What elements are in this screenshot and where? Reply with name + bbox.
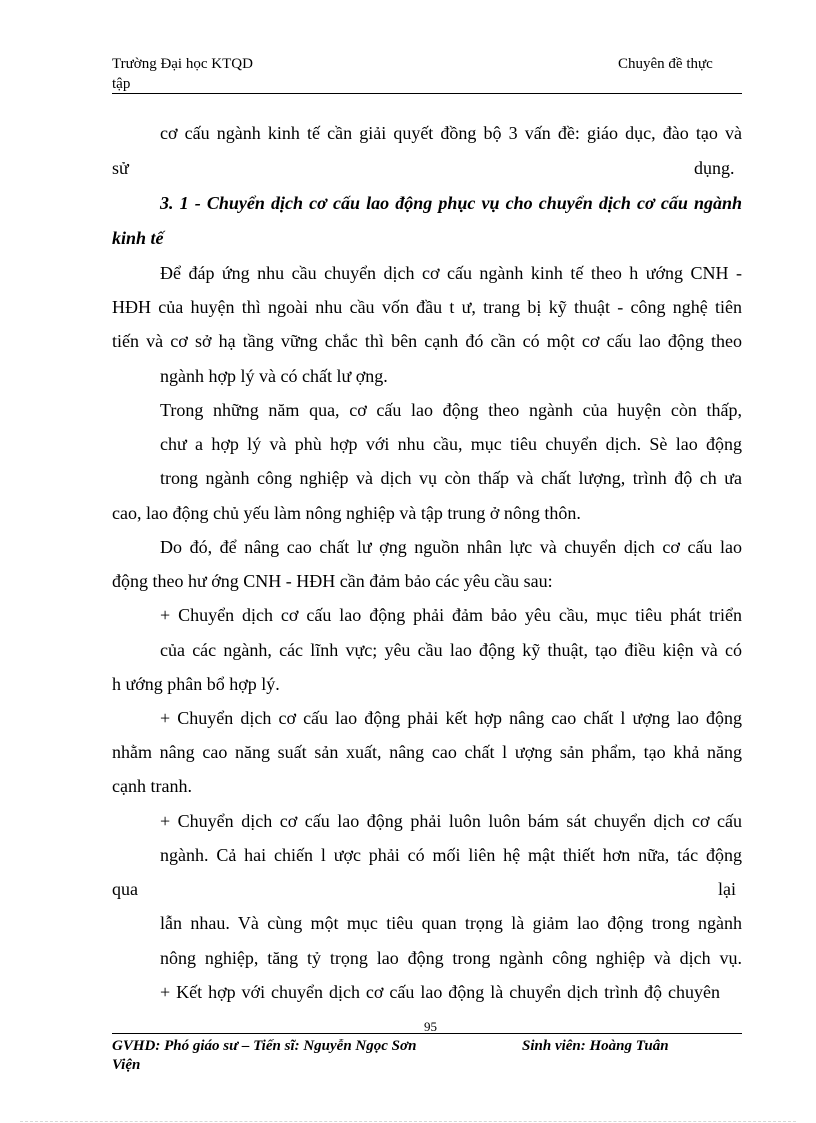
text-line: h ướng phân bổ hợp lý. <box>112 674 280 694</box>
text-line: Trong những năm qua, cơ cấu lao động theo ngành của huyện còn thấp, <box>160 400 742 420</box>
text-line: sử <box>112 158 129 178</box>
text-line: chư a hợp lý và phù hợp với nhu cầu, mục tiêu chuyển dịch. Sè lao động <box>160 434 742 454</box>
text-line: cao, lao động chủ yếu làm nông nghiệp và tập trung ở nông thôn. <box>112 503 581 523</box>
text-line: + Chuyển dịch cơ cấu lao động phải kết hợp nâng cao chất l ượng lao động <box>160 708 742 728</box>
header-rule <box>112 93 742 94</box>
header-school: Trường Đại học KTQD <box>112 56 253 72</box>
page-edge-divider <box>20 1121 796 1122</box>
text-line: + Kết hợp với chuyển dịch cơ cấu lao động là chuyển dịch trình độ chuyên <box>160 982 720 1002</box>
text-line: Để đáp ứng nhu cầu chuyển dịch cơ cấu ngành kinh tế theo h ướng CNH - <box>160 263 742 283</box>
text-line: cơ cấu ngành kinh tế cần giải quyết đồng bộ 3 vấn đề: giáo dục, đào tạo và <box>160 123 742 143</box>
text-line: động theo hư ớng CNH - HĐH cần đảm bảo các yêu cầu sau: <box>112 571 553 591</box>
text-line: cạnh tranh. <box>112 776 192 796</box>
header-school-wrap: tập <box>112 76 131 92</box>
text-line: HĐH của huyện thì ngoài nhu cầu vốn đầu t ư, trang bị kỹ thuật - công nghệ tiên <box>112 297 742 317</box>
section-heading: 3. 1 - Chuyển dịch cơ cấu lao động phục vụ cho chuyển dịch cơ cấu ngành <box>160 193 742 213</box>
text-line: trong ngành công nghiệp và dịch vụ còn thấp và chất lượng, trình độ ch ưa <box>160 468 742 488</box>
footer-advisor: GVHD: Phó giáo sư – Tiến sĩ: Nguyễn Ngọc Sơn <box>112 1038 417 1054</box>
text-line: ngành hợp lý và có chất lư ợng. <box>160 366 388 386</box>
text-line: ngành. Cả hai chiến l ược phải có mối liên hệ mật thiết hơn nữa, tác động <box>160 845 742 865</box>
text-line: của các ngành, các lĩnh vực; yêu cầu lao động kỹ thuật, tạo điều kiện và có <box>160 640 742 660</box>
text-line: + Chuyển dịch cơ cấu lao động phải đảm bảo yêu cầu, mục tiêu phát triển <box>160 605 742 625</box>
footer-student: Sinh viên: Hoàng Tuân <box>522 1038 669 1054</box>
text-line: tiến và cơ sở hạ tầng vững chắc thì bên cạnh đó cần có một cơ cấu lao động theo <box>112 331 742 351</box>
footer-rule <box>112 1033 742 1034</box>
text-line: qua <box>112 879 138 899</box>
text-line: lại <box>718 879 736 899</box>
footer-advisor-wrap: Viện <box>112 1057 141 1073</box>
text-line: dụng. <box>694 158 735 178</box>
header-title: Chuyên đề thực <box>618 56 713 72</box>
section-heading-wrap: kinh tế <box>112 228 164 248</box>
text-line: lẫn nhau. Và cùng một mục tiêu quan trọng là giảm lao động trong ngành <box>160 913 742 933</box>
page-number: 95 <box>424 1019 437 1034</box>
text-line: nhằm nâng cao năng suất sản xuất, nâng cao chất l ượng sản phẩm, tạo khả năng <box>112 742 742 762</box>
text-line: Do đó, để nâng cao chất lư ợng nguồn nhân lực và chuyển dịch cơ cấu lao <box>160 537 742 557</box>
text-line: nông nghiệp, tăng tỷ trọng lao động trong ngành công nghiệp và dịch vụ. <box>160 948 742 968</box>
text-line: + Chuyển dịch cơ cấu lao động phải luôn luôn bám sát chuyển dịch cơ cấu <box>160 811 742 831</box>
